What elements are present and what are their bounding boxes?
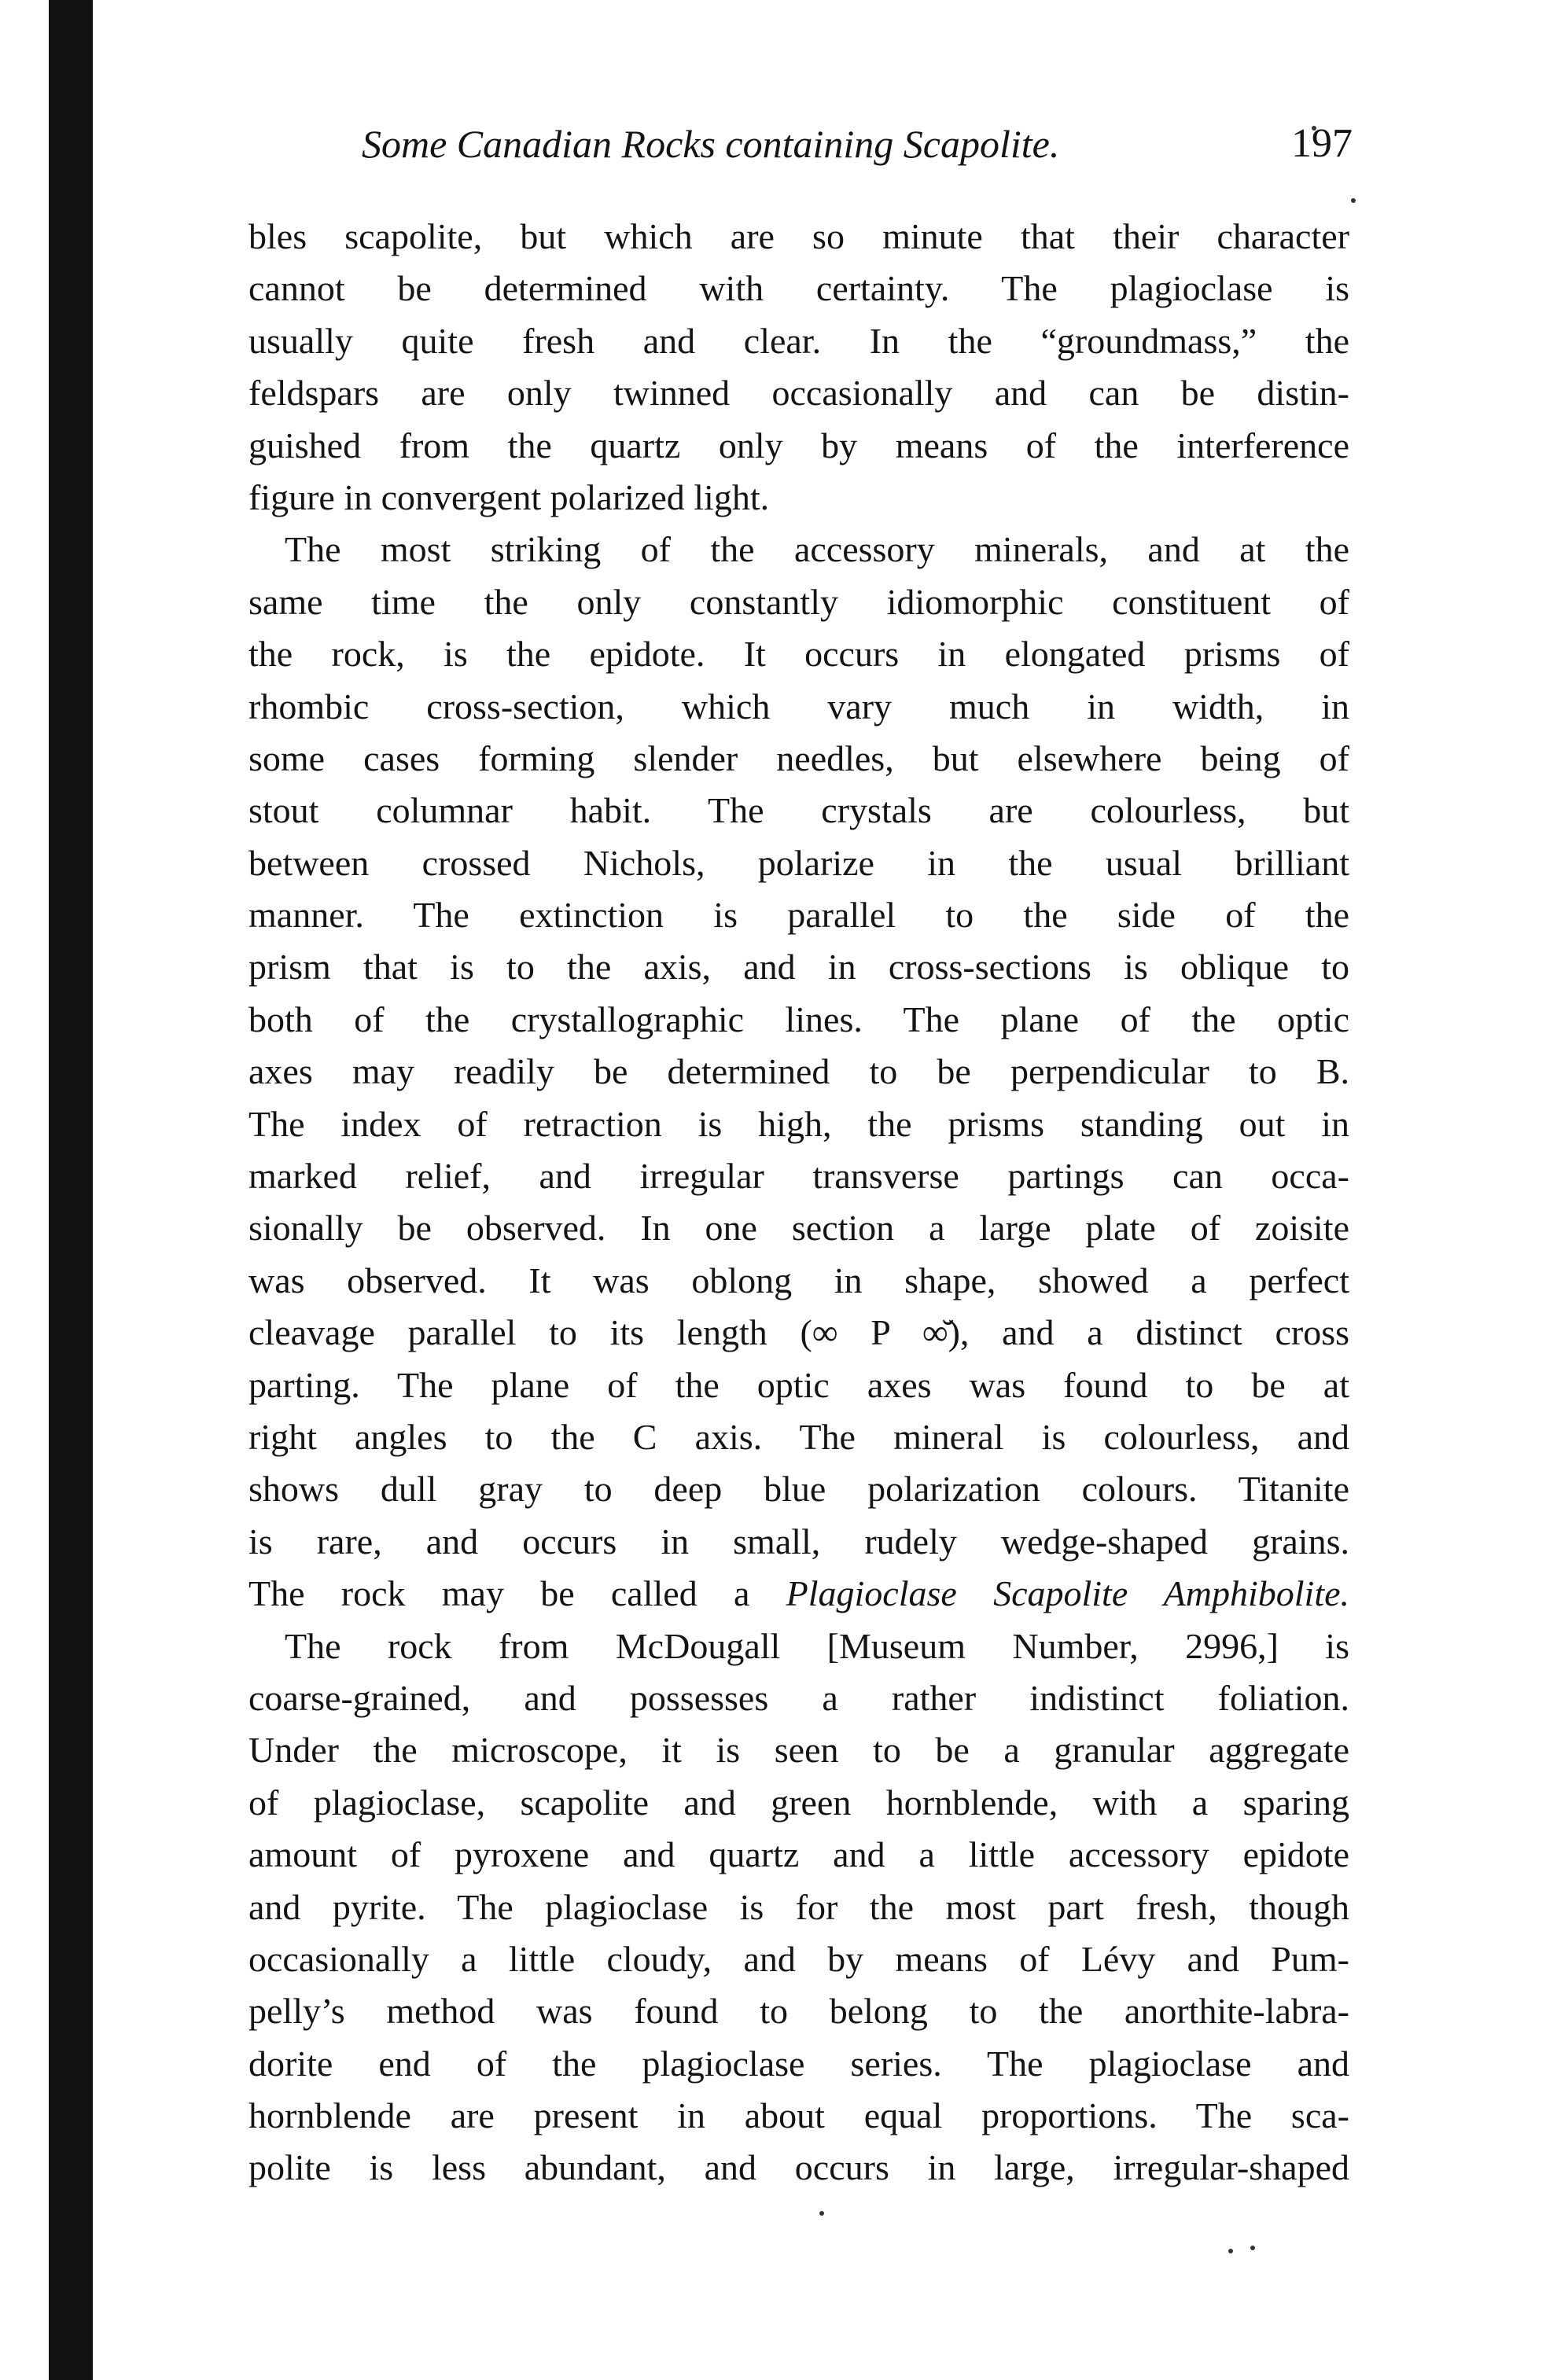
text-line-content: shows dull gray to deep blue polarization colours. Titanite [248, 1469, 1349, 1510]
text-line [248, 211, 1349, 263]
rock-name-italic: Plagioclase Scapolite Amphibolite. [786, 1573, 1350, 1614]
text-line [248, 1150, 1349, 1202]
text-line [248, 1672, 1349, 1724]
text-line-content: marked relief, and irregular transverse partings can occa- [248, 1156, 1349, 1197]
text-line [248, 1202, 1349, 1254]
text-line [248, 1985, 1349, 2037]
text-line-content: The rock from McDougall [Museum Number, 2996,] is [285, 1625, 1349, 1666]
text-line [248, 785, 1349, 837]
text-line [248, 472, 1349, 524]
text-line-content: dorite end of the plagioclase series. The plagioclase and [248, 2043, 1349, 2084]
text-line [248, 420, 1349, 472]
text-line [248, 1098, 1349, 1150]
text-line [248, 1933, 1349, 1985]
text-line-content: coarse-grained, and possesses a rather indistinct foliation. [248, 1677, 1349, 1718]
text-line-content: parting. The plane of the optic axes was found to be at [248, 1364, 1349, 1405]
text-line-content: rhombic cross-section, which vary much in width, in [248, 686, 1349, 727]
text-line-content: stout columnar habit. The crystals are colourless, but [248, 790, 1349, 831]
text-line-content: and pyrite. The plagioclase is for the most part fresh, though [248, 1886, 1349, 1927]
text-line [248, 628, 1349, 680]
text-line [248, 1463, 1349, 1515]
text-line [248, 1724, 1349, 1776]
text-line-content: was observed. It was oblong in shape, showed a perfect [248, 1260, 1349, 1300]
text-line-content: right angles to the C axis. The mineral is colourless, and [248, 1416, 1349, 1457]
text-line [248, 1046, 1349, 1098]
text-line-content: The most striking of the accessory minerals, and at the [285, 529, 1349, 570]
text-line [248, 1307, 1349, 1359]
text-line-content: prism that is to the axis, and in cross-sections is oblique to [248, 947, 1349, 988]
text-line [248, 1777, 1349, 1829]
text-line [248, 994, 1349, 1046]
text-line [248, 889, 1349, 941]
text-line-content: between crossed Nichols, polarize in the usual brilliant [248, 842, 1349, 883]
text-line-content: manner. The extinction is parallel to the side of the [248, 895, 1349, 936]
text-line-content: same time the only constantly idiomorphic constituent of [248, 581, 1349, 622]
text-line-content: the rock, is the epidote. It occurs in elongated prisms of [248, 634, 1349, 675]
text-line [248, 1882, 1349, 1933]
text-line [248, 681, 1349, 733]
text-line [248, 1359, 1349, 1411]
text-line-content: of plagioclase, scapolite and green hornblende, with a sparing [248, 1782, 1349, 1823]
text-line [248, 1829, 1349, 1881]
text-line-content: bles scapolite, but which are so minute that their character [248, 216, 1349, 256]
text-line-content: The index of retraction is high, the prisms standing out in [248, 1103, 1349, 1144]
text-line [248, 315, 1349, 367]
text-line-content: hornblende are present in about equal proportions. The sca- [248, 2095, 1349, 2136]
text-line-content: polite is less abundant, and occurs in large, irregular-shaped [248, 2147, 1349, 2188]
page-number: 197 [1291, 121, 1353, 166]
text-line [248, 2038, 1349, 2090]
text-line-content: Under the microscope, it is seen to be a granular aggregate [248, 1730, 1349, 1771]
text-line [248, 367, 1349, 419]
text-line-content: sionally be observed. In one section a large plate of zoisite [248, 1208, 1349, 1249]
running-header [362, 116, 1353, 179]
text-line-content: The rock may be called a [248, 1573, 750, 1614]
text-line [248, 2142, 1349, 2194]
body-text [248, 211, 1349, 2194]
text-line [248, 2090, 1349, 2142]
text-line-content: figure in convergent polarized light. [248, 476, 770, 517]
text-line-content: cleavage parallel to its length (∞ P ∞̆), and a distinct cross [248, 1312, 1349, 1353]
scan-binding-edge [49, 0, 93, 2380]
text-line-content: feldspars are only twinned occasionally and can be distin- [248, 373, 1349, 414]
text-line [248, 1411, 1349, 1463]
text-line [248, 941, 1349, 993]
text-line [248, 1255, 1349, 1307]
text-line-content: some cases forming slender needles, but elsewhere being of [248, 738, 1349, 778]
text-line-content: amount of pyroxene and quartz and a little accessory epidote [248, 1834, 1349, 1875]
text-line [248, 524, 1349, 576]
text-line [248, 1516, 1349, 1568]
text-line [248, 1620, 1349, 1672]
text-line-content: occasionally a little cloudy, and by means of Lévy and Pum- [248, 1938, 1349, 1979]
text-line [248, 576, 1349, 628]
text-line-content: is rare, and occurs in small, rudely wedge-shaped grains. [248, 1521, 1349, 1562]
text-line-content: usually quite fresh and clear. In the “groundmass,” the [248, 320, 1349, 361]
text-line [248, 733, 1349, 785]
text-line-content: both of the crystallographic lines. The plane of the optic [248, 999, 1349, 1039]
text-line-content: cannot be determined with certainty. The plagioclase is [248, 268, 1349, 309]
text-line [248, 1568, 1349, 1620]
running-title: Some Canadian Rocks containing Scapolite. [362, 122, 1060, 166]
text-line-content: guished from the quartz only by means of the interference [248, 425, 1349, 465]
text-line [248, 837, 1349, 889]
text-line-content: axes may readily be determined to be perpendicular to B. [248, 1051, 1349, 1092]
text-line-content: pelly’s method was found to belong to the anorthite-labra- [248, 1991, 1349, 2032]
text-line [248, 263, 1349, 315]
